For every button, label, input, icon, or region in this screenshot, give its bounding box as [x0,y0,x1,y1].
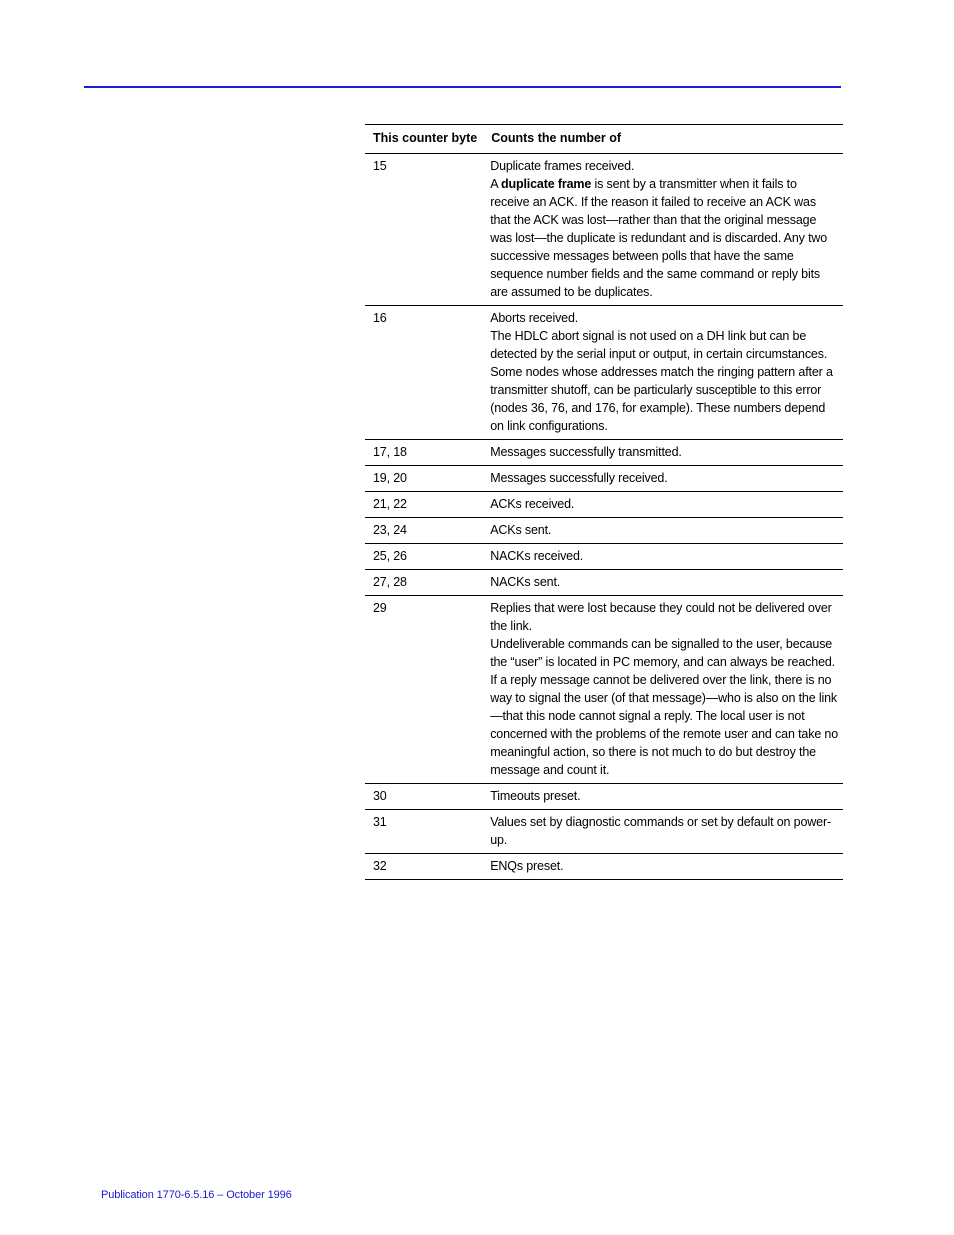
description-paragraph [490,857,839,875]
counter-byte-cell: 16 [365,306,483,440]
description-paragraph [490,443,839,461]
table-row [365,440,843,466]
description-paragraph [490,495,839,513]
text-segment: NACKs received. [490,549,584,563]
publication-footer: Publication 1770-6.5.16 – October 1996 [101,1189,292,1201]
description-cell [483,810,843,854]
counter-byte-cell: 29 [365,596,483,784]
counter-byte-cell: 15 [365,154,483,306]
description-cell [483,492,843,518]
table-row [365,596,843,784]
description-cell [483,596,843,784]
text-segment: ENQs preset. [490,859,564,873]
counter-byte-cell: 17, 18 [365,440,483,466]
header-counter-byte: This counter byte [365,125,483,154]
header-rule [84,86,841,88]
text-segment: Timeouts preset. [490,789,581,803]
description-cell [483,854,843,880]
text-segment: The HDLC abort signal is not used on a DH link but can be detected by the serial input or output, in certain circumstances. Some nodes whose addresses match the ringing pattern after a transmitter shutoff, can be particularly susceptible to this error (nodes 36, 76, and 176, for example). These numbers depend on link configurations. [490,329,833,433]
description-paragraph [490,157,839,175]
text-segment: Duplicate frames received. [490,159,635,173]
table-row [365,518,843,544]
table-body [365,154,843,880]
description-cell [483,570,843,596]
text-segment: Values set by diagnostic commands or set by default on power-up. [490,815,831,847]
description-paragraph [490,175,839,301]
description-cell [483,306,843,440]
text-segment: ACKs sent. [490,523,552,537]
text-segment: Replies that were lost because they could not be delivered over the link. [490,601,832,633]
description-paragraph [490,635,839,671]
counter-byte-cell: 30 [365,784,483,810]
table-row [365,570,843,596]
counter-table [365,124,843,880]
text-segment: NACKs sent. [490,575,561,589]
table-row [365,466,843,492]
counter-byte-cell: 23, 24 [365,518,483,544]
counter-byte-cell: 19, 20 [365,466,483,492]
description-paragraph [490,469,839,487]
table-row [365,492,843,518]
table-row [365,784,843,810]
bold-term: duplicate frame [501,177,592,191]
header-counts-number-of: Counts the number of [483,125,843,154]
description-cell [483,154,843,306]
description-paragraph [490,327,839,435]
table-row [365,544,843,570]
description-cell [483,466,843,492]
counter-byte-cell: 27, 28 [365,570,483,596]
table-row [365,854,843,880]
description-cell [483,784,843,810]
description-paragraph [490,813,839,849]
description-paragraph [490,671,839,779]
table-header-row [365,125,843,154]
table-row [365,306,843,440]
description-paragraph [490,787,839,805]
counter-byte-cell: 21, 22 [365,492,483,518]
counter-byte-cell: 25, 26 [365,544,483,570]
text-segment: ACKs received. [490,497,575,511]
text-segment: Messages successfully transmitted. [490,445,682,459]
table-row [365,154,843,306]
description-paragraph [490,573,839,591]
description-cell [483,518,843,544]
description-paragraph [490,599,839,635]
text-segment: Aborts received. [490,311,579,325]
text-segment: Messages successfully received. [490,471,668,485]
counter-byte-cell: 32 [365,854,483,880]
table-row [365,810,843,854]
text-segment: A [490,177,502,191]
description-paragraph [490,521,839,539]
counter-byte-cell: 31 [365,810,483,854]
text-segment: is sent by a transmitter when it fails to receive an ACK. If the reason it failed to receive an ACK was that the ACK was lost—rather than that the original message was lost—the duplicate is redundant and is discarded. Any two successive messages between polls that have the same sequence number fields and the same command or reply bits are assumed to be duplicates. [490,177,828,299]
description-paragraph [490,547,839,565]
text-segment: If a reply message cannot be delivered over the link, there is no way to signal the user (of that message)—who is also on the link—that this node cannot signal a reply. The local user is not concerned with the problems of the remote user and can take no meaningful action, so there is not much to do but destroy the message and count it. [490,673,839,777]
description-paragraph [490,309,839,327]
text-segment: Undeliverable commands can be signalled to the user, because the “user” is located in PC memory, and can always be reached. [490,637,835,669]
description-cell [483,440,843,466]
description-cell [483,544,843,570]
